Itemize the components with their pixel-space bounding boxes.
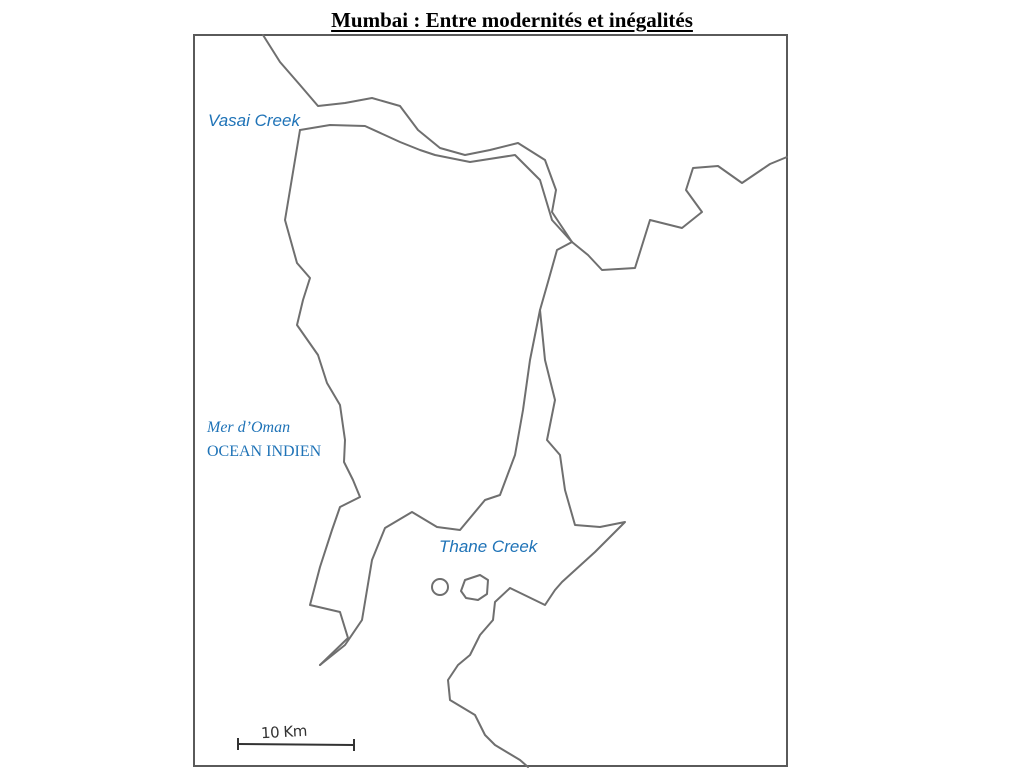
harbour-island-large (461, 575, 488, 600)
vasai-creek-north-shore (263, 35, 572, 242)
salsette-north-shore (300, 125, 572, 242)
vasai-creek-label: Vasai Creek (208, 111, 300, 130)
salsette-east-coast (320, 242, 572, 665)
ocean-name-label: OCEAN INDIEN (207, 443, 322, 460)
harbour-island-small (432, 579, 448, 595)
salsette-west-coast (285, 130, 360, 665)
sea-name-label: Mer d’Oman (207, 419, 291, 436)
thane-creek-label: Thane Creek (439, 537, 538, 556)
map-frame (194, 35, 787, 766)
scale-bar-label: 10 Km (260, 721, 308, 743)
map-title: Mumbai : Entre modernités et inégalités (331, 8, 693, 32)
mainland-east-coast (572, 157, 787, 270)
